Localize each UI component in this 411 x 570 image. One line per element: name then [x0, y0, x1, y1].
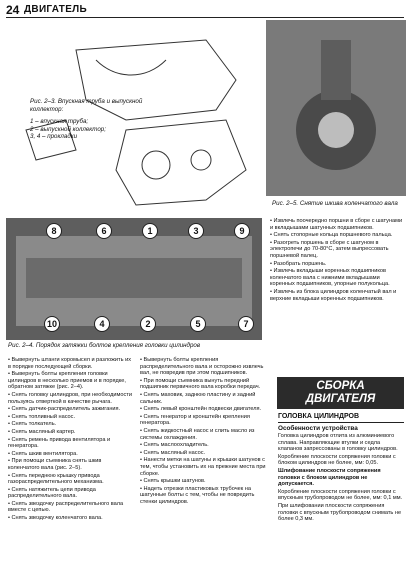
paragraph: • Снять стопорные кольца поршневого пальца. [270, 232, 404, 239]
right-column-bottom-text [278, 433, 404, 524]
bolt-label-6: 6 [96, 223, 112, 239]
bolt-label-2: 2 [140, 316, 156, 332]
legend-item: 2 – выпускной коллектор; [30, 125, 106, 133]
legend-item: 3, 4 – прокладки [30, 133, 78, 141]
paragraph: • Снять маховик, заднюю пластину и задний сальник. [140, 392, 268, 405]
figure-2-3-caption: Рис. 2–3. Впускная труба и выпускной коллектор: [30, 98, 143, 113]
subsection-divider [278, 422, 404, 423]
bolt-label-10: 10 [44, 316, 60, 332]
paragraph: • Снять маслоохладитель. [140, 442, 268, 449]
figure-2-5-caption: Рис. 2–5. Снятие шкива коленчатого вала [272, 200, 398, 207]
page-number: 24 [6, 3, 20, 17]
paragraph: • При помощи съемника вынуть передний подшипник первичного вала коробки передач. [140, 378, 268, 391]
figure-2-5-photo [266, 20, 406, 196]
bolt-label-4: 4 [94, 316, 110, 332]
paragraph: Шлифование плоскости сопряжения головки с блоком цилиндров не допускается. [278, 467, 381, 488]
paragraph: • Разобрать поршень. [270, 261, 404, 268]
section-title [277, 380, 404, 406]
figure-2-4-caption: Рис. 2–4. Порядок затяжки болтов крепления головки цилиндров [8, 342, 201, 349]
paragraph: Головка цилиндров отлита из алюминиевого сплава. Направляющие втулки и седла клапанов запрессованы в головку цилиндров. [278, 433, 398, 453]
paragraph: • Снять масляный картер. [8, 429, 134, 436]
paragraph: Коробление плоскости сопряжения головки с впускным трубопроводом не более, мм: 0,1 мм. [278, 488, 403, 502]
right-column-top-text [270, 218, 404, 303]
paragraph: • Снять звездочку распределительного вала вместе с цепью. [8, 501, 134, 514]
section-header: ДВИГАТЕЛЬ [24, 4, 87, 15]
paragraph: • Снять толкатель. [8, 421, 134, 428]
bolt-label-3: 3 [188, 223, 204, 239]
paragraph: • Вывернуть штанги коромысел и разложить их в порядке последующей сборки. [8, 357, 134, 370]
paragraph: • Нанести метки на шатуны и крышки шатунов с тем, чтобы установить их на прежние места при сборке. [140, 457, 268, 477]
paragraph: • Снять крышки шатунов. [140, 478, 268, 485]
section-title-line: СБОРКА [316, 380, 365, 392]
figure-2-4-photo [6, 218, 262, 340]
paragraph: • При помощи съемника снять шкив коленчатого вала (рис. 2–5). [8, 458, 134, 471]
paragraph: • Вывернуть болты крепления распределительного вала и осторожно извлечь вал, не повредив при этом подшипников. [140, 357, 268, 377]
paragraph: При шлифовании плоскости сопряжения головки с впускным трубопроводом снимать не более 0,3 мм. [278, 502, 402, 523]
paragraph: • Снять левый кронштейн подвески двигателя. [140, 406, 268, 413]
bolt-label-5: 5 [190, 316, 206, 332]
paragraph: • Извлечь вкладыши коренных подшипников коленчатого вала с нижними вкладышами коренных подшипников, упорные полукольца. [270, 268, 404, 288]
bolt-label-8: 8 [46, 223, 62, 239]
paragraph: • Снять звездочку коленчатого вала. [8, 515, 134, 522]
paragraph: • Снять головку цилиндров, при необходимости пользуясь отверткой в качестве рычага. [8, 392, 134, 405]
paragraph: • Извлечь из блока цилиндров коленчатый вал и верхние вкладыши коренных подшипников. [270, 289, 404, 302]
paragraph: • Снять датчик-распределитель зажигания. [8, 406, 134, 413]
legend-item: 1 – впускная труба; [30, 118, 89, 125]
paragraph: • Снять жидкостный насос и слить масло из системы охлаждения. [140, 428, 268, 441]
figure-2-3-legend [30, 118, 150, 141]
paragraph: • Снять масляный насос. [140, 450, 268, 457]
paragraph: • Снять шкив вентилятора. [8, 451, 134, 458]
paragraph: • Разогреть поршень в сборе с шатуном в электропечи до 70-80°C, затем выпрессовать поршневой палец. [270, 240, 404, 260]
paragraph: Коробление плоскости сопряжения головки с блоком цилиндров не более, мм: 0,05. [278, 453, 396, 467]
column-2-text [140, 357, 268, 506]
paragraph: • Надеть отрезки пластиковых трубочек на шатунные болты с тем, чтобы не повредить стенки цилиндров. [140, 486, 268, 506]
paragraph: • Снять переднюю крышку привода газораспределительного механизма. [8, 473, 134, 486]
paragraph: • Вывернуть болты крепления головки цилиндров в несколько приемов и в порядке, обратном затяжке (рис. 2–4). [8, 371, 134, 391]
section-title-line: ДВИГАТЕЛЯ [305, 393, 376, 405]
column-1-text [8, 357, 134, 523]
pulley-puller-photo [266, 20, 406, 196]
sub-subsection-heading: Особенности устройства [278, 425, 358, 432]
bolt-label-9: 9 [234, 223, 250, 239]
paragraph: • Снять топливный насос. [8, 414, 134, 421]
paragraph: • Снять натяжитель цепи привода распределительного вала. [8, 487, 134, 500]
header-divider [6, 17, 404, 18]
bolt-label-7: 7 [238, 316, 254, 332]
bolt-label-1: 1 [142, 223, 158, 239]
paragraph: • Снять ремень привода вентилятора и генератора. [8, 437, 134, 450]
paragraph: • Извлечь поочередно поршни в сборе с шатунами и вкладышами шатунных подшипников. [270, 218, 404, 231]
subsection-heading: ГОЛОВКА ЦИЛИНДРОВ [278, 413, 360, 420]
paragraph: • Снять генератор и кронштейн крепления генератора. [140, 414, 268, 427]
